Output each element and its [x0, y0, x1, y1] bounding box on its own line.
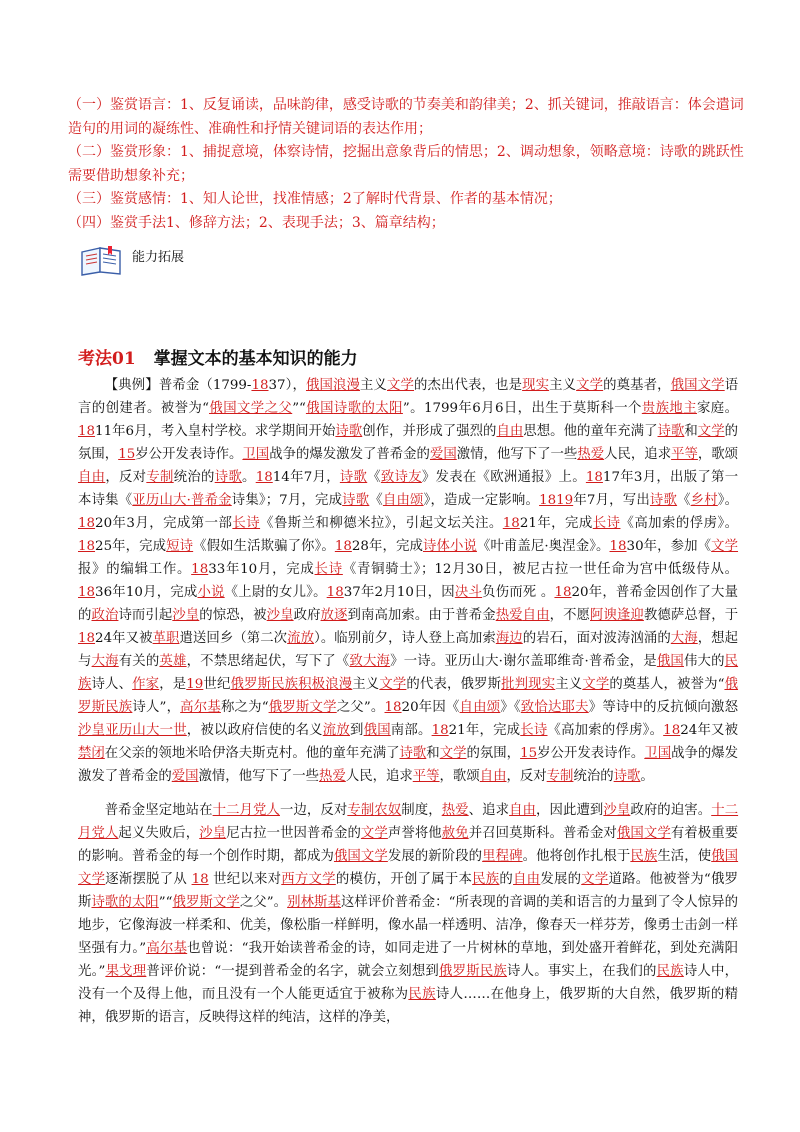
pushkin-paragraph — [78, 799, 738, 1029]
highlighted-term: 文学 — [78, 872, 106, 887]
highlighted-term: 沙皇 — [603, 803, 631, 818]
highlighted-term: 政治 — [91, 608, 119, 623]
highlighted-term: 诗歌 — [399, 746, 427, 761]
highlighted-term: 18 — [334, 539, 352, 554]
highlighted-term: 18 — [78, 631, 96, 646]
highlighted-term: 文学 — [308, 872, 336, 887]
highlighted-term: 自由 — [78, 470, 106, 485]
appreciation-list — [68, 94, 748, 235]
highlighted-term: 致诗友 — [380, 470, 422, 485]
highlighted-term: 浪漫 — [332, 378, 360, 393]
highlighted-term: 文学 — [439, 746, 467, 761]
highlighted-term: 亚历山大一世 — [105, 723, 187, 738]
highlighted-term: 15 — [520, 746, 538, 761]
highlighted-term: 俄国 — [616, 826, 644, 841]
highlighted-term: 19 — [186, 677, 204, 692]
highlighted-term: 平等 — [671, 447, 698, 462]
section-title: 掌握文本的基本知识的能力 — [153, 349, 358, 369]
highlighted-term: 十二月党人 — [212, 803, 280, 818]
highlighted-term: 文学之父 — [237, 401, 293, 416]
highlighted-term: 俄国 — [656, 654, 684, 669]
highlighted-term: 里程碑 — [482, 849, 523, 864]
highlighted-term: 自由 — [522, 608, 550, 623]
highlighted-term: 俄国 — [711, 849, 739, 864]
highlighted-term: 卫国 — [644, 746, 672, 761]
highlighted-term: 高尔基 — [180, 700, 221, 715]
highlighted-term: 长诗 — [232, 516, 261, 531]
highlighted-term: 文学 — [643, 826, 671, 841]
appreciation-item-1: （一）鉴赏语言：1、反复诵读，品味韵律，感受诗歌的节奏美和韵律美；2、抓关键词，推敲语言：体会遣词造句的用词的凝练性、准确性和抒情关键词语的表达作用； — [68, 97, 744, 137]
highlighted-term: 俄国 — [209, 401, 238, 416]
highlighted-term: 文学 — [360, 849, 388, 864]
highlighted-term: 小说 — [449, 539, 477, 554]
highlighted-term: 诗歌 — [649, 493, 678, 508]
highlighted-term: 批判现实 — [501, 677, 556, 692]
highlighted-term: 决斗 — [454, 585, 483, 600]
highlighted-term: 大海 — [91, 654, 119, 669]
highlighted-term: 文学 — [581, 872, 609, 887]
highlighted-term: 积极浪漫 — [298, 677, 353, 692]
highlighted-term: 革职 — [152, 631, 180, 646]
highlighted-term: 文学 — [711, 539, 739, 554]
highlighted-term: 诗歌 — [342, 493, 370, 508]
highlighted-term: 诗歌 — [657, 424, 685, 439]
highlighted-term: 长诗 — [520, 723, 548, 738]
highlighted-term: 热爱 — [577, 447, 605, 462]
highlighted-term: 致大海 — [349, 654, 391, 669]
paragraph-1: 【典例】普希金（1799-1837），俄国浪漫主义文学的杰出代表，也是现实主义文学的奠基者，俄国文学语言的创建者。被誉为“俄国文学之父”“俄国诗歌的太阳”。1799年6月6日，出生于莫斯科一个贵族地主家庭。1811年6月，考入皇村学校。求学期间开始诗歌创作，并形成了强烈的自由思想。他的童年充满了诗歌和文学的氛围，15岁公开发表诗作。卫国战争的爆发激发了普希金的爱国激情，他写下了一些热爱人民，追求平等，歌颂自由，反对专制统治的诗歌。1814年7月，诗歌《致诗友》发表在《欧洲通报》上。1817年3月，出版了第一本诗集《亚历山大·普希金诗集》；7月，完成诗歌《自由颂》，造成一定影响。1819年7月，写出诗歌《乡村》。1820年3月，完成第一部长诗《鲁斯兰和柳德米拉》，引起文坛关注。1821年，完成长诗《高加索的俘虏》。1825年，完成短诗《假如生活欺骗了你》。1828年，完成诗体小说《叶甫盖尼·奥涅金》。1830年，参加《文学报》的编辑工作。1833年10月，完成长诗《青铜骑士》；12月30日，被尼古拉一世任命为宫中低级侍从。1836年10月，完成小说《上尉的女儿》。1837年2月10日，因决斗负伤而死 。1820年，普希金因创作了大量的政治诗而引起沙皇的惊恐，被沙皇政府放逐到南高加索。由于普希金热爱自由，不愿阿谀逢迎教德萨总督，于1824年又被革职遣送回乡（第二次流放）。临别前夕，诗人登上高加索海边的岩石，面对波涛汹涌的大海，想起与大海有关的英雄，不禁思绪起伏，写下了《致大海》一诗。亚历山大·谢尔盖耶维奇·普希金，是俄国伟大的民族诗人、作家，是19世纪俄罗斯民族积极浪漫主义文学的代表，俄罗斯批判现实主义文学的奠基人，被誉为“俄罗斯民族诗人”，高尔基称之为“俄罗斯文学之父”。1820年因《自由颂》《致恰达耶夫》等诗中的反抗倾向激怒沙皇亚历山大一世，被以政府信使的名义流放到俄国南部。1821年，完成长诗《高加索的俘虏》。1824年又被禁闭在父亲的领地米哈伊洛夫斯克村。他的童年充满了诗歌和文学的氛围，15岁公开发表诗作。卫国战争的爆发激发了普希金的爱国激情，他写下了一些热爱人民，追求平等，歌颂自由，反对专制统治的诗歌。 — [78, 378, 739, 784]
highlighted-term: 自由 — [479, 769, 507, 784]
highlighted-term: 俄国 — [670, 378, 698, 393]
highlighted-term: 18 — [554, 585, 572, 600]
highlighted-term: 高尔基 — [146, 941, 188, 956]
appreciation-item-4: （四）鉴赏手法1、修辞方法；2、表现手法；3、篇章结构； — [68, 214, 445, 231]
highlighted-term: 别林斯基 — [287, 895, 341, 910]
section-heading — [78, 344, 358, 369]
highlighted-term: 诗歌的太阳 — [91, 895, 159, 910]
highlighted-term: 民族 — [408, 987, 436, 1002]
highlighted-term: 平等 — [412, 769, 440, 784]
highlighted-term: 18 — [191, 872, 209, 887]
highlighted-term: 沙皇 — [172, 608, 200, 623]
highlighted-term: 西方 — [281, 872, 309, 887]
highlighted-term: 18 — [255, 470, 273, 485]
highlighted-term: 专制 — [347, 803, 375, 818]
highlighted-term: 沙皇 — [78, 723, 106, 738]
highlighted-term: 18 — [251, 378, 269, 393]
highlighted-term: 专制 — [146, 470, 174, 485]
ability-label: 能力拓展 — [132, 250, 185, 265]
highlighted-term: 热爱 — [319, 769, 346, 784]
highlighted-term: 文学 — [697, 378, 725, 393]
highlighted-term: 文学 — [576, 378, 604, 393]
highlighted-term: 英雄 — [159, 654, 187, 669]
highlighted-term: 文学 — [697, 424, 725, 439]
highlighted-term: 农奴 — [374, 803, 402, 818]
highlighted-term: 18 — [78, 585, 96, 600]
highlighted-term: 乡村 — [690, 493, 718, 508]
highlighted-term: 18 — [191, 562, 209, 577]
highlighted-term: 18 — [78, 516, 96, 531]
highlighted-term: 流放 — [322, 723, 350, 738]
ability-extension — [78, 240, 278, 280]
highlighted-term: 18 — [78, 539, 96, 554]
highlighted-term: 俄罗斯民族 — [78, 677, 739, 715]
highlighted-term: 俄国 — [305, 401, 334, 416]
highlighted-term: 19 — [556, 493, 574, 508]
highlighted-term: 民族 — [630, 849, 658, 864]
highlighted-term: 赦免 — [441, 826, 469, 841]
highlighted-term: 文学 — [387, 378, 415, 393]
highlighted-term: 自由颂 — [459, 700, 501, 715]
highlighted-term: 长诗 — [314, 562, 343, 577]
highlighted-term: 流放 — [287, 631, 315, 646]
highlighted-term: 大海 — [670, 631, 698, 646]
highlighted-term: 俄罗斯文学 — [268, 700, 337, 715]
highlighted-term: 海边 — [495, 631, 523, 646]
highlighted-term: 阿谀逢迎 — [590, 608, 644, 623]
highlighted-term: 俄罗斯民族 — [439, 964, 508, 979]
highlighted-term: 热爱 — [441, 803, 469, 818]
highlighted-term: 沙皇 — [266, 608, 294, 623]
highlighted-term: 爱国 — [171, 769, 199, 784]
highlighted-term: 沙皇 — [199, 826, 227, 841]
highlighted-term: 俄罗斯文学 — [172, 895, 240, 910]
highlighted-term: 禁闭 — [78, 746, 105, 761]
highlighted-term: 诗歌的太阳 — [333, 401, 403, 416]
highlighted-term: 俄罗斯民族 — [230, 677, 299, 692]
highlighted-term: 十二月党人 — [78, 803, 739, 841]
highlighted-term: 卫国 — [242, 447, 270, 462]
highlighted-term: 诗体 — [422, 539, 450, 554]
highlighted-term: 18 — [431, 723, 449, 738]
highlighted-term: 热爱 — [495, 608, 523, 623]
highlighted-term: 民族 — [656, 964, 684, 979]
paragraph-2: 普希金坚定地站在十二月党人一边，反对专制农奴制度，热爱、追求自由，因此遭到沙皇政府的迫害。十二月党人起义失败后，沙皇尼古拉一世因普希金的文学声誉将他赦免并召回莫斯科。普希金对俄国文学有着极重要的影响。普希金的每一个创作时期，都成为俄国文学发展的新阶段的里程碑。他将创作扎根于民族生活，使俄国文学逐渐摆脱了从 18 世纪以来对西方文学的模仿，开创了属于本民族的自由发展的文学道路。他被誉为“俄罗斯诗歌的太阳”“俄罗斯文学之父”。别林斯基这样评价普希金：“所表现的音调的美和语言的力量到了令人惊异的地步，它像海波一样柔和、优美，像松脂一样鲜明，像水晶一样透明、洁净，像春天一样芬芳，像勇士击剑一样坚强有力。”高尔基也曾说：“我开始读普希金的诗，如同走进了一片树林的草地，到处盛开着鲜花，到处充满阳光。”果戈理普评价说：“一提到普希金的名字，就会立刻想到俄罗斯民族诗人。事实上，在我们的民族诗人中，没有一个及得上他，而且没有一个人能更适宜于被称为民族诗人……在他身上，俄罗斯的大自然，俄罗斯的精神，俄罗斯的语言，反映得这样的纯洁，这样的净美， — [78, 803, 739, 1025]
highlighted-term: 15 — [118, 447, 136, 462]
highlighted-term: 作家 — [132, 677, 160, 692]
section-number: 考法01 — [78, 349, 136, 369]
highlighted-term: 爱国 — [429, 447, 457, 462]
highlighted-term: 俄国 — [333, 849, 361, 864]
highlighted-term: 自由 — [496, 424, 524, 439]
highlighted-term: 放逐 — [320, 608, 348, 623]
highlighted-term: 诗歌 — [613, 769, 641, 784]
highlighted-term: 长诗 — [592, 516, 621, 531]
highlighted-term: 文学 — [379, 677, 407, 692]
highlighted-term: 自由 — [509, 803, 537, 818]
appreciation-item-2: （二）鉴赏形象：1、捕捉意境，体察诗情，挖掘出意象背后的情思；2、调动想象，领略意境：诗歌的跳跃性需要借助想象补充； — [68, 144, 744, 184]
highlighted-term: 自由 — [513, 872, 541, 887]
highlighted-term: 18 — [663, 723, 681, 738]
highlighted-term: 18 — [609, 539, 627, 554]
highlighted-term: 专制 — [546, 769, 574, 784]
highlighted-term: 18 — [326, 585, 344, 600]
highlighted-term: 文学 — [360, 826, 388, 841]
highlighted-term: 民族 — [78, 654, 739, 692]
highlighted-term: 诗歌 — [214, 470, 243, 485]
highlighted-term: 贵族地主 — [641, 401, 698, 416]
highlighted-term: 俄国 — [305, 378, 333, 393]
highlighted-term: 俄国 — [363, 723, 391, 738]
book-icon — [78, 246, 124, 276]
highlighted-term: 小说 — [197, 585, 225, 600]
highlighted-term: 亚历山大·普希金 — [132, 493, 232, 508]
highlighted-term: 诗歌 — [339, 470, 368, 485]
appreciation-item-3: （三）鉴赏感情：1、知人论世，找准情感；2了解时代背景、作者的基本情况； — [68, 191, 562, 207]
highlighted-term: 18 — [78, 424, 96, 439]
highlighted-term: 民族 — [472, 872, 500, 887]
highlighted-term: 现实 — [522, 378, 550, 393]
highlighted-term: 果戈理 — [105, 964, 147, 979]
highlighted-term: 自由颂 — [382, 493, 424, 508]
highlighted-term: 致恰达耶夫 — [520, 700, 589, 715]
highlighted-term: 18 — [502, 516, 520, 531]
highlighted-term: 18 — [539, 493, 557, 508]
highlighted-term: 文学 — [582, 677, 610, 692]
highlighted-term: 18 — [384, 700, 402, 715]
example-paragraph — [78, 374, 738, 788]
highlighted-term: 18 — [585, 470, 603, 485]
highlighted-term: 短诗 — [166, 539, 194, 554]
highlighted-term: 诗歌 — [335, 424, 363, 439]
